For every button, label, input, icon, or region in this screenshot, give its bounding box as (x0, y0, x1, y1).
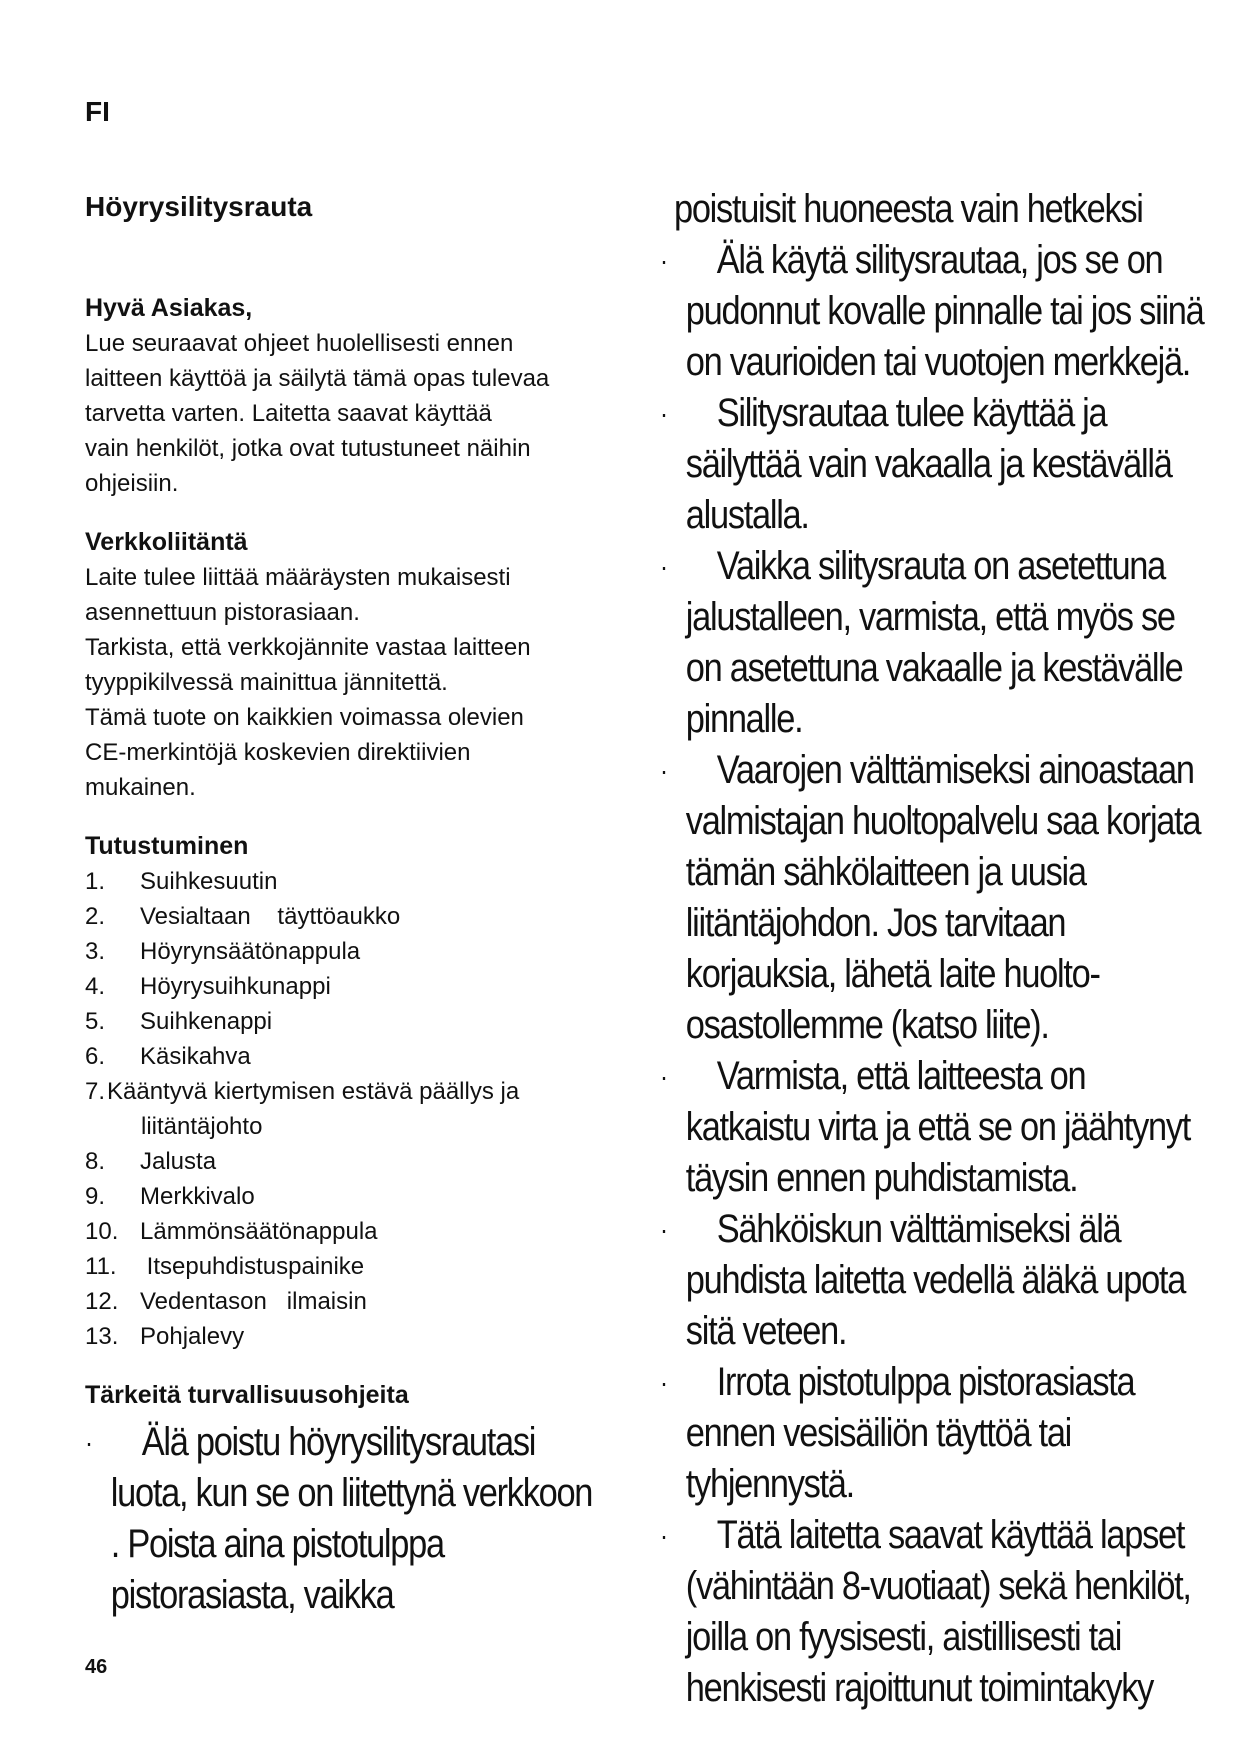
page-title: Höyrysilitysrauta (85, 191, 313, 222)
list-item (85, 899, 615, 934)
safety-text: Silitysrautaa tulee käyttää ja säilyttää vain vakaalla ja kestävällä alustalla. (685, 391, 1172, 537)
greeting-line: Lue seuraavat ohjeet huolellisesti ennen (85, 330, 514, 357)
safety-item (660, 745, 1210, 1051)
safety-section (85, 1377, 615, 1621)
part-label: Itsepuhdistuspainike (140, 1253, 365, 1280)
safety-item (660, 1051, 1210, 1204)
list-item (85, 1319, 615, 1354)
right-column (660, 184, 1204, 1714)
network-line: Tarkista, että verkkojännite vastaa laitteen (85, 634, 531, 661)
safety-list-left (85, 1417, 615, 1621)
network-section (85, 524, 615, 805)
part-number: 2. (85, 903, 106, 930)
part-label (107, 1074, 615, 1144)
list-item (85, 1284, 615, 1319)
bullet-icon: · (660, 755, 667, 786)
part-number: 8. (85, 1148, 106, 1175)
network-line: asennettuun pistorasiaan. (85, 599, 360, 626)
part-label-cont: liitäntäjohto (141, 1113, 263, 1140)
part-number: 12. (85, 1288, 119, 1315)
part-label: Suihkesuutin (140, 868, 278, 895)
bullet-icon: · (660, 1367, 667, 1398)
greeting-line: ohjeisiin. (85, 470, 179, 497)
safety-text: Älä käytä silitysrautaa, jos se on pudonnut kovalle pinnalle tai jos siinä on vaurioiden tai vuotojen merkkejä. (685, 238, 1204, 384)
list-item (85, 1214, 615, 1249)
safety-text: Tätä laitetta saavat käyttää lapset (vähintään 8-vuotiaat) sekä henkilöt, joilla on fyysisesti, aistillisesti tai henkisesti rajoittunut toimintakyky (685, 1513, 1191, 1710)
safety-text: Sähköiskun välttämiseksi älä puhdista laitetta vedellä äläkä upota sitä veteen. (685, 1207, 1186, 1353)
greeting-section (85, 290, 615, 501)
part-label: Lämmönsäätönappula (140, 1218, 378, 1245)
greeting-line: vain henkilöt, jotka ovat tutustuneet näihin (85, 435, 531, 462)
part-label-line: Kääntyvä kiertymisen estävä päällys ja (107, 1078, 520, 1105)
parts-heading: Tutustuminen (85, 832, 249, 860)
part-number: 9. (85, 1183, 106, 1210)
part-label: Käsikahva (140, 1043, 251, 1070)
bullet-icon: · (660, 398, 667, 429)
part-number: 10. (85, 1218, 119, 1245)
part-number: 11. (85, 1253, 117, 1280)
safety-item (660, 1357, 1210, 1510)
list-item (85, 1004, 615, 1039)
part-label: Merkkivalo (140, 1183, 255, 1210)
part-label: Vesialtaan täyttöaukko (140, 903, 401, 930)
language-code: FI (85, 96, 110, 127)
list-item (85, 1074, 615, 1144)
part-number: 1. (85, 868, 106, 895)
safety-text: Varmista, että laitteesta on katkaistu virta ja että se on jäähtynyt täysin ennen puhdistamista. (685, 1054, 1191, 1200)
network-line: Laite tulee liittää määräysten mukaisesti (85, 564, 511, 591)
network-heading: Verkkoliitäntä (85, 528, 248, 556)
safety-text: Irrota pistotulppa pistorasiasta ennen vesisäiliön täyttöä tai tyhjennystä. (685, 1360, 1135, 1506)
part-label: Höyrynsäätönappula (140, 938, 361, 965)
safety-text: Vaarojen välttämiseksi ainoastaan valmistajan huoltopalvelu saa korjata tämän sähkölaitteen ja uusia liitäntäjohdon. Jos tarvitaan korjauksia, lähetä laite huolto-osastollemme (katso liite). (685, 748, 1201, 1047)
bullet-icon: · (660, 1061, 667, 1092)
greeting-heading: Hyvä Asiakas, (85, 294, 253, 322)
part-label: Höyrysuihkunappi (140, 973, 331, 1000)
page-number: 46 (85, 1656, 108, 1678)
safety-item (85, 1417, 592, 1621)
safety-item (660, 541, 1210, 745)
network-line: CE-merkintöjä koskevien direktiivien (85, 739, 471, 766)
list-item (85, 934, 615, 969)
list-item (85, 1039, 615, 1074)
part-number: 4. (85, 973, 106, 1000)
network-line: mukainen. (85, 774, 196, 801)
network-line: Tämä tuote on kaikkien voimassa olevien (85, 704, 524, 731)
list-item (85, 969, 615, 1004)
part-number: 13. (85, 1323, 119, 1350)
greeting-line: laitteen käyttöä ja säilytä tämä opas tulevaa (85, 365, 550, 392)
network-line: tyyppikilvessä mainittua jännitettä. (85, 669, 448, 696)
list-item (85, 1249, 615, 1284)
safety-text: Vaikka silitysrauta on asetettuna jalustalleen, varmista, että myös se on asetettuna vakaalle ja kestävälle pinnalle. (685, 544, 1183, 741)
safety-item (660, 235, 1210, 388)
bullet-icon: · (660, 1214, 667, 1245)
safety-heading: Tärkeitä turvallisuusohjeita (85, 1381, 409, 1409)
left-column (85, 190, 615, 1621)
bullet-icon: · (660, 1520, 667, 1551)
list-item (85, 1144, 615, 1179)
part-label: Suihkenappi (140, 1008, 273, 1035)
part-number: 3. (85, 938, 106, 965)
part-label: Jalusta (140, 1148, 217, 1175)
list-item (85, 1179, 615, 1214)
safety-item (660, 1510, 1210, 1714)
part-label: Vedentason ilmaisin (140, 1288, 367, 1315)
safety-list-right (660, 235, 1204, 1714)
part-number: 7. (85, 1078, 106, 1105)
greeting-line: tarvetta varten. Laitetta saavat käyttää (85, 400, 492, 427)
safety-item (660, 1204, 1210, 1357)
parts-list (85, 864, 615, 1354)
bullet-icon: · (660, 245, 667, 276)
list-item (85, 864, 615, 899)
safety-text: Älä poistu höyrysilitysrautasi luota, kun se on liitettynä verkkoon . Poista aina pistotulppa pistorasiasta, vaikka (110, 1420, 593, 1617)
safety-continuation: poistuisit huoneesta vain hetkeksi (674, 187, 1143, 231)
part-number: 6. (85, 1043, 106, 1070)
bullet-icon: · (660, 551, 667, 582)
part-number: 5. (85, 1008, 106, 1035)
safety-item (660, 388, 1210, 541)
part-label: Pohjalevy (140, 1323, 245, 1350)
parts-section (85, 828, 615, 1354)
bullet-icon: · (85, 1427, 92, 1458)
